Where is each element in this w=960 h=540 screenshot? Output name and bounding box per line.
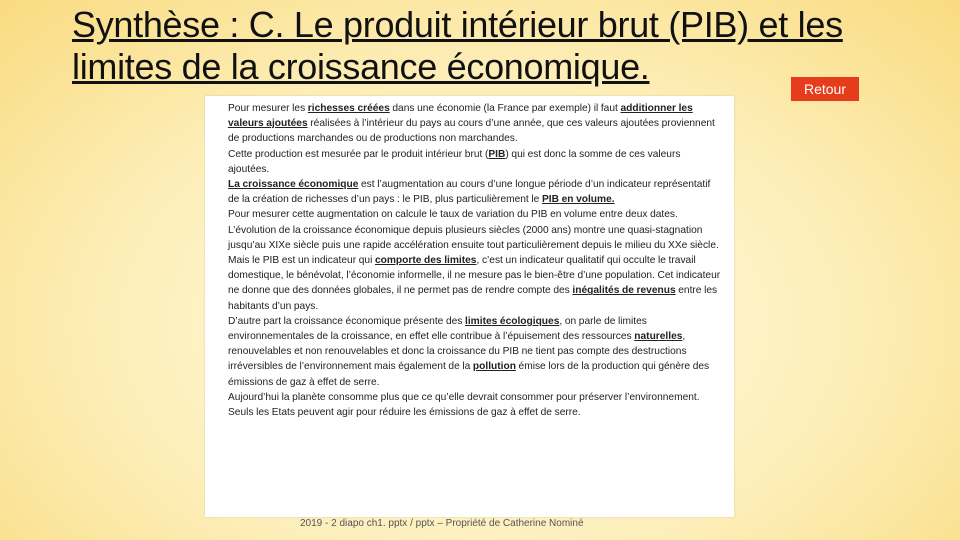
slide-title: Synthèse : C. Le produit intérieur brut (PIB) et les limites de la croissance économique. xyxy=(72,4,843,87)
document-paragraph xyxy=(228,314,723,390)
text-run: émise lors de la production qui génère des émissions de gaz à effet de serre. xyxy=(228,361,710,388)
text-run: Aujourd’hui la planète consomme plus que ce qu’elle devrait consommer pour préserver l’environnement. xyxy=(228,391,700,403)
key-term: La croissance économique xyxy=(228,179,359,191)
document-paragraph xyxy=(228,405,723,420)
text-run: ) qui est donc la somme de ces valeurs ajoutées. xyxy=(228,148,681,175)
footer-note: 2019 - 2 diapo ch1. pptx / pptx – Propriété de Catherine Nominé xyxy=(300,518,584,529)
text-run: Seuls les Etats peuvent agir pour réduire les émissions de gaz à effet de serre. xyxy=(228,407,581,419)
key-term: limites écologiques xyxy=(465,315,560,327)
document-paragraph xyxy=(228,207,723,222)
text-run: D’autre part la croissance économique présente des xyxy=(228,315,466,327)
document-paragraph xyxy=(228,177,723,207)
synthesis-document xyxy=(205,96,734,517)
text-run: Pour mesurer cette augmentation on calcule le taux de variation du PIB en volume entre deux dates. xyxy=(228,209,678,221)
document-paragraph xyxy=(228,101,723,147)
text-run: , renouvelables et non renouvelables et donc la croissance du PIB ne tient pas compte des destructions irréversibles de l’environnement mais également de la xyxy=(228,331,687,373)
key-term: PIB xyxy=(488,148,506,160)
text-run: entre les habitants d’un pays. xyxy=(228,285,718,312)
document-paragraph xyxy=(228,253,723,314)
key-term: richesses créées xyxy=(307,103,390,114)
text-run: réalisées à l’intérieur du pays au cours d’une année, que ces valeurs ajoutées proviennent de productions marchandes ou de productions non marchandes. xyxy=(228,118,715,145)
document-paragraph xyxy=(228,147,723,177)
text-run: est l’augmentation au cours d’une longue période d’un indicateur représentatif de la création de richesses d’un pays : le PIB, plus particulièrement le xyxy=(228,179,711,206)
key-term: pollution xyxy=(472,361,516,373)
text-run: Mais le PIB est un indicateur qui xyxy=(228,255,375,267)
text-run: L’évolution de la croissance économique depuis plusieurs siècles (2000 ans) montre une quasi-stagnation jusqu’au XIXe siècle puis une rapide accélération ensuite tout particulièrement depuis le milieu du XXe siècle. xyxy=(228,224,719,251)
key-term: additionner les valeurs ajoutées xyxy=(228,103,693,130)
text-run: dans une économie (la France par exemple) il faut xyxy=(389,103,621,114)
document-paragraph xyxy=(228,223,723,253)
key-term: comporte des limites xyxy=(374,255,477,267)
synthesis-text xyxy=(228,101,723,420)
key-term: PIB en volume. xyxy=(541,194,615,206)
text-run: Cette production est mesurée par le produit intérieur brut ( xyxy=(228,148,489,160)
key-term: naturelles xyxy=(634,331,683,343)
key-term: inégalités de revenus xyxy=(572,285,676,297)
text-run: , c’est un indicateur qualitatif qui occulte le travail domestique, le bénévolat, l’économie informelle, il ne mesure pas le bien-être d’une population. Cet indicateur ne donne que des données globales, il ne permet pas de rendre compte des xyxy=(228,255,721,297)
text-run: , on parle de limites environnementales de la croissance, en effet elle contribue à l’épuisement des ressources xyxy=(228,315,647,343)
text-run: Pour mesurer les xyxy=(228,103,308,114)
document-paragraph xyxy=(228,390,723,405)
retour-button[interactable]: Retour xyxy=(791,77,859,101)
